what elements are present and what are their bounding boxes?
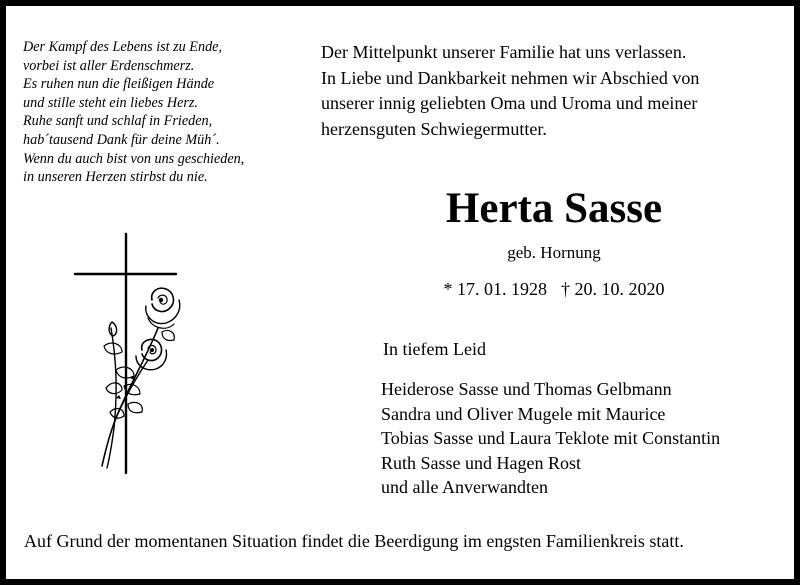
poem-line: Ruhe sanft und schlaf in Frieden, — [23, 113, 213, 130]
mourner-line: Sandra und Oliver Mugele mit Maurice — [381, 403, 666, 424]
poem-line: in unseren Herzen stirbst du nie. — [23, 169, 208, 186]
mourner-line: Ruth Sasse und Hagen Rost — [381, 452, 581, 473]
intro-text — [321, 40, 791, 142]
poem-line: Der Kampf des Lebens ist zu Ende, — [23, 39, 223, 55]
mourner-line: Tobias Sasse und Laura Teklote mit Constantin — [381, 428, 721, 449]
intro-line: herzensguten Schwiegermutter. — [321, 118, 547, 139]
mourners-list — [381, 377, 720, 500]
poem-line: Wenn du auch bist von uns geschieden, — [23, 150, 245, 167]
poem-line: Es ruhen nun die fleißigen Hände — [23, 76, 215, 93]
death-date: † 20. 10. 2020 — [561, 279, 665, 299]
intro-line: In Liebe und Dankbarkeit nehmen wir Abschied von — [321, 67, 700, 88]
intro-line: Der Mittelpunkt unserer Familie hat uns verlassen. — [321, 42, 687, 62]
deceased-name: Herta Sasse — [445, 185, 663, 232]
mourning-heading: In tiefem Leid — [383, 339, 486, 359]
cross-with-roses-icon — [66, 228, 186, 478]
maiden-name: geb. Hornung — [507, 243, 601, 262]
life-dates — [321, 277, 787, 301]
poem-line: hab´tausend Dank für deine Müh´. — [23, 131, 220, 148]
intro-line: unserer innig geliebten Oma und Uroma und meiner — [321, 93, 698, 113]
mourner-line: und alle Anverwandten — [381, 477, 548, 498]
poem — [23, 38, 303, 187]
poem-line: und stille steht ein liebes Herz. — [23, 94, 198, 111]
funeral-notice: Auf Grund der momentanen Situation findet die Beerdigung im engsten Familienkreis statt. — [24, 531, 684, 551]
mourner-line: Heiderose Sasse und Thomas Gelbmann — [381, 379, 672, 399]
poem-line: vorbei ist aller Erdenschmerz. — [23, 57, 195, 74]
birth-date: * 17. 01. 1928 — [443, 279, 547, 299]
